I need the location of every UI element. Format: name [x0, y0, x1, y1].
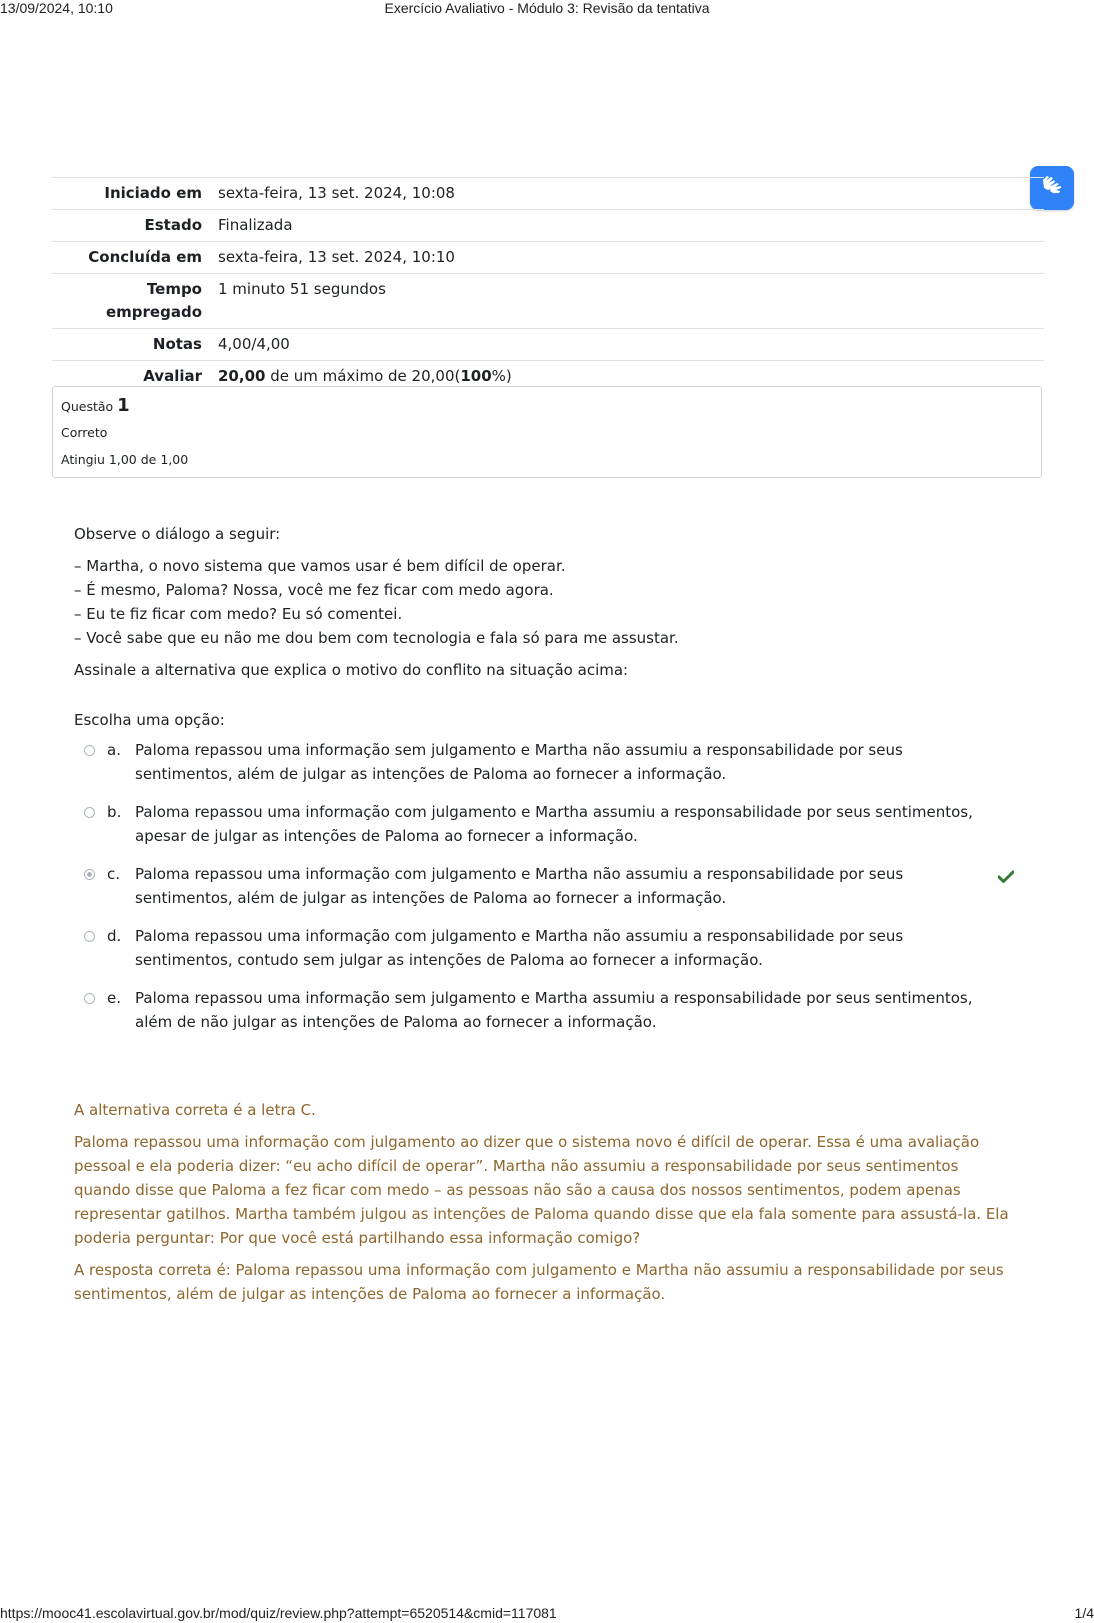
answer-option-b[interactable]	[74, 798, 1014, 860]
answer-letter: a.	[107, 741, 121, 759]
print-header	[0, 0, 1094, 20]
print-date: 13/09/2024, 10:10	[0, 0, 113, 16]
summary-row-completed	[52, 242, 1044, 274]
answer-text: Paloma repassou uma informação com julgamento e Martha não assumiu a responsabilidade por seus sentimentos, além de julgar as intenções de Paloma ao fornecer a informação.	[135, 865, 904, 907]
answer-letter: d.	[107, 927, 122, 945]
feedback-explanation: Paloma repassou uma informação com julgamento ao dizer que o sistema novo é difícil de operar. Essa é uma avaliação pessoal e ela poderia dizer: “eu acho difícil de operar”. Martha não assumiu a responsabilidade por seus sentimentos quando disse que Paloma a fez ficar com medo – as pessoas não são a causa dos nossos sentimentos, podem apenas representar gatilhos. Martha também julgou as intenções de Paloma quando disse que ela fala somente para assustá-la. Ela poderia perguntar: Por que você está partilhando essa informação comigo?	[74, 1133, 1009, 1247]
completed-value: sexta-feira, 13 set. 2024, 10:10	[218, 248, 455, 266]
question-content	[74, 522, 1014, 1314]
question-info-box	[52, 386, 1042, 478]
dialogue-line: – Eu te fiz ficar com medo? Eu só comentei.	[74, 605, 403, 623]
time-value: 1 minuto 51 segundos	[218, 280, 386, 298]
feedback-correct-letter: A alternativa correta é a letra C.	[74, 1101, 316, 1119]
print-url: https://mooc41.escolavirtual.gov.br/mod/quiz/review.php?attempt=6520514&cmid=117081	[0, 1605, 557, 1621]
question-number-value: 1	[117, 395, 130, 416]
question-grade: Atingiu 1,00 de 1,00	[61, 452, 189, 467]
answer-text: Paloma repassou uma informação com julgamento e Martha assumiu a responsabilidade por seus sentimentos, apesar de julgar as intenções de Paloma ao fornecer a informação.	[135, 803, 973, 845]
print-page-title: Exercício Avaliativo - Módulo 3: Revisão da tentativa	[384, 0, 710, 16]
time-label-line1: Tempo	[146, 280, 202, 298]
state-label: Estado	[144, 216, 202, 234]
radio-button[interactable]	[84, 931, 95, 942]
answer-option-c[interactable]	[74, 860, 1014, 922]
marks-label: Notas	[152, 335, 202, 353]
radio-button[interactable]	[84, 745, 95, 756]
print-footer	[0, 1603, 1094, 1623]
feedback-right-answer: A resposta correta é: Paloma repassou uma informação com julgamento e Martha não assumiu a responsabilidade por seus sentimentos, além de julgar as intenções de Paloma ao fornecer a informação.	[74, 1261, 1004, 1303]
summary-row-marks	[52, 329, 1044, 361]
completed-label: Concluída em	[88, 248, 202, 266]
answer-option-d[interactable]	[74, 922, 1014, 984]
answer-list	[74, 736, 1014, 1046]
answer-text: Paloma repassou uma informação sem julgamento e Martha não assumiu a responsabilidade por seus sentimentos, além de julgar as intenções de Paloma ao fornecer a informação.	[135, 741, 903, 783]
summary-row-started	[52, 178, 1044, 210]
answer-option-a[interactable]	[74, 736, 1014, 798]
question-prefix: Questão	[61, 399, 118, 414]
print-page-number: 1/4	[1074, 1605, 1094, 1621]
question-intro: Observe o diálogo a seguir:	[74, 525, 281, 543]
attempt-summary-table	[52, 177, 1044, 392]
grade-label: Avaliar	[143, 367, 202, 385]
grade-percent: 100	[460, 367, 492, 385]
dialogue-line: – É mesmo, Paloma? Nossa, você me fez ficar com medo agora.	[74, 581, 554, 599]
summary-row-state	[52, 210, 1044, 242]
started-label: Iniciado em	[104, 184, 202, 202]
started-value: sexta-feira, 13 set. 2024, 10:08	[218, 184, 455, 202]
state-value: Finalizada	[218, 216, 293, 234]
grade-score: 20,00	[218, 367, 266, 385]
grade-middle: de um máximo de 20,00(	[265, 367, 461, 385]
radio-button[interactable]	[84, 807, 95, 818]
answer-letter: e.	[107, 989, 121, 1007]
summary-row-time	[52, 274, 1044, 329]
answer-letter: c.	[107, 865, 121, 883]
dialogue-line: – Martha, o novo sistema que vamos usar é bem difícil de operar.	[74, 557, 566, 575]
grade-end: %)	[491, 367, 512, 385]
answer-letter: b.	[107, 803, 122, 821]
answer-text: Paloma repassou uma informação com julgamento e Martha não assumiu a responsabilidade por seus sentimentos, contudo sem julgar as intenções de Paloma ao fornecer a informação.	[135, 927, 904, 969]
checkmark-icon	[998, 866, 1014, 890]
marks-value: 4,00/4,00	[218, 335, 290, 353]
time-label	[52, 274, 210, 329]
time-label-line2: empregado	[105, 303, 202, 321]
feedback-section	[74, 1098, 1014, 1306]
answer-text: Paloma repassou uma informação sem julgamento e Martha assumiu a responsabilidade por seus sentimentos, além de não julgar as intenções de Paloma ao fornecer a informação.	[135, 989, 973, 1031]
question-number	[61, 393, 1033, 419]
radio-button[interactable]	[84, 993, 95, 1004]
radio-button-selected[interactable]	[84, 869, 95, 880]
choose-option-label: Escolha uma opção:	[74, 711, 225, 729]
question-state: Correto	[61, 425, 108, 440]
question-instruction: Assinale a alternativa que explica o motivo do conflito na situação acima:	[74, 661, 629, 679]
dialogue-line: – Você sabe que eu não me dou bem com tecnologia e fala só para me assustar.	[74, 629, 679, 647]
answer-option-e[interactable]	[74, 984, 1014, 1046]
